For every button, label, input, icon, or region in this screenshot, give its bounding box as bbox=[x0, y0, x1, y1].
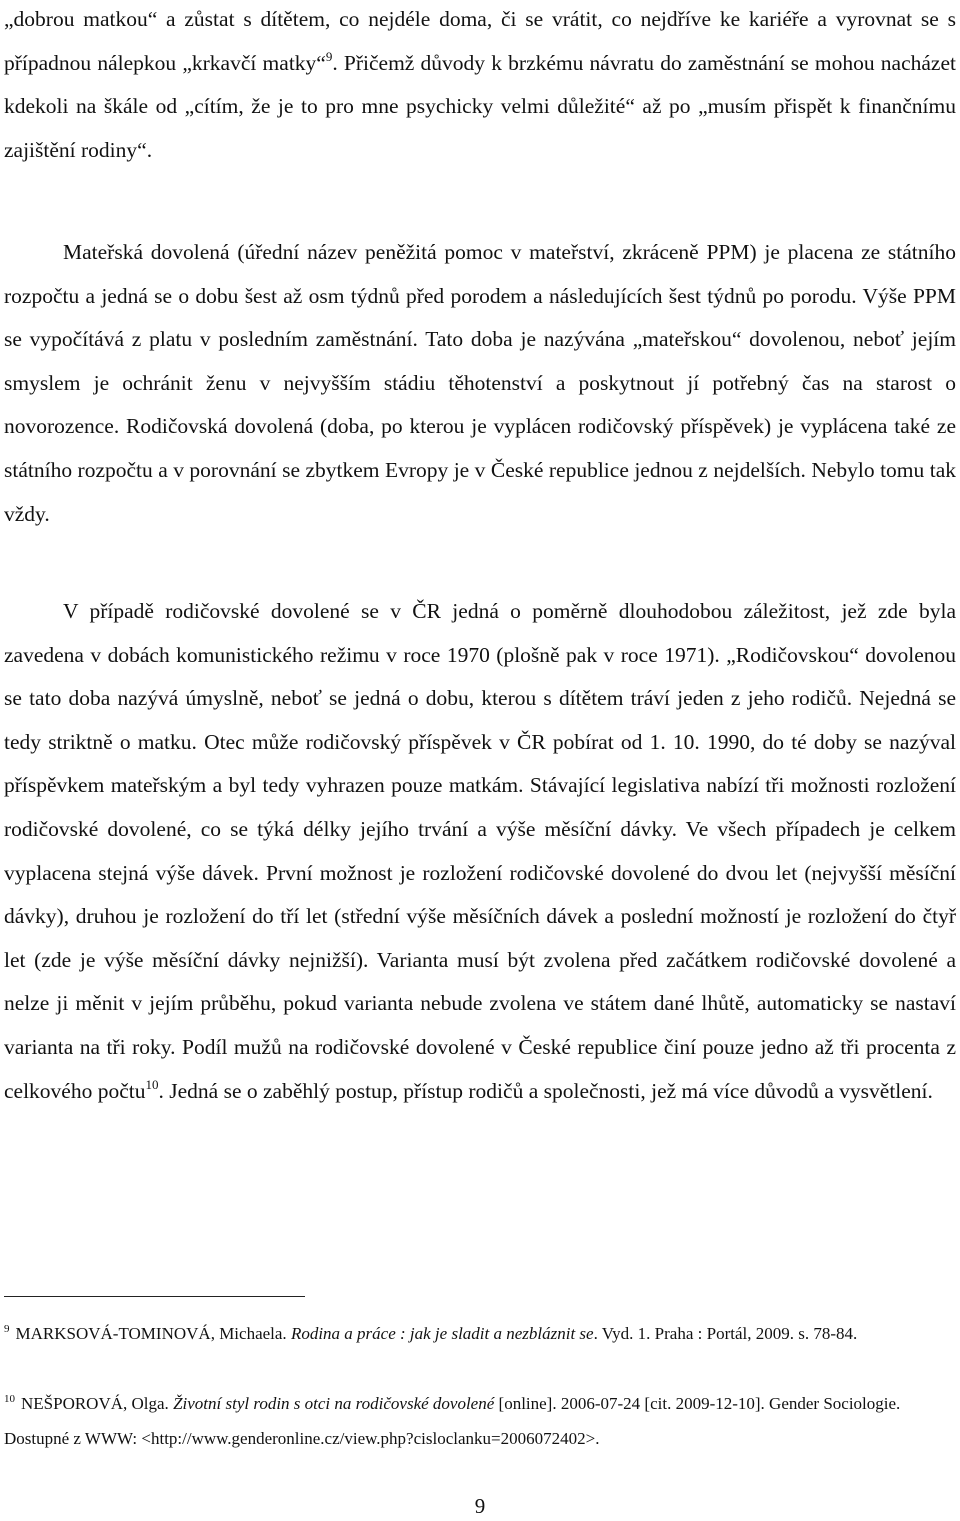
footnote-ref-10: 10 bbox=[145, 1076, 159, 1092]
paragraph-1-text-a: „dobrou matkou“ a zůstat s dítětem, co nejdéle doma, či se vrátit, co nejdříve ke kariéře a vyrovnat se s případnou nálepkou „krkavčí matky“ bbox=[4, 7, 956, 75]
paragraph-3-text-a: V případě rodičovské dovolené se v ČR jedná o poměrně dlouhodobou záležitost, jež zde byla zavedena v dobách komunistického režimu v roce 1970 (plošně pak v roce 1971). „Rodičovskou“ dovolenou se tato doba nazývá úmyslně, neboť se jedná o dobu, kterou s dítětem tráví jeden z jeho rodičů. Nejedná se tedy striktně o matku. Otec může rodičovský příspěvek v ČR pobírat od 1. 10. 1990, do té doby se nazýval příspěvkem mateřským a byl tedy vyhrazen pouze matkám. Stávající legislativa nabízí tři možnosti rozložení rodičovské dovolené, co se týká délky jejího trvání a výše měsíční dávky. Ve všech případech je celkem vyplacena stejná výše dávek. První možnost je rozložení rodičovské dovolené do dvou let (nejvyšší měsíční dávky), druhou je rozložení do tří let (střední výše měsíčních dávek a poslední možností je rozložení do čtyř let (zde je výše měsíční dávky nejnižší). Varianta musí být zvolena před začátkem rodičovské dovolené a nelze ji měnit v jejím průběhu, pokud varianta nebude zvolena ve státem dané lhůtě, automaticky se nastaví varianta na tři roky. Podíl mužů na rodičovské dovolené v České republice činí pouze jedno až tři procenta z celkového počtu bbox=[4, 599, 956, 1103]
paragraph-3-text-b: . Jedná se o zaběhlý postup, přístup rodičů a společnosti, jež má více důvodů a vysvětlení. bbox=[158, 1078, 933, 1103]
footnote-9-author: MARKSOVÁ-TOMINOVÁ, Michaela. bbox=[15, 1324, 287, 1343]
footnote-9-number: 9 bbox=[4, 1323, 10, 1335]
footnote-10-title: Životní styl rodin s otci na rodičovské dovolené bbox=[173, 1394, 495, 1413]
page-number: 9 bbox=[474, 1494, 486, 1518]
footnote-10-author: NEŠPOROVÁ, Olga. bbox=[21, 1394, 169, 1413]
footnote-10-rest: [online]. 2006-07-24 [cit. 2009-12-10]. Gender Sociologie. Dostupné z WWW: <http://www.genderonline.cz/view.php?cisloclanku=2006072402>. bbox=[4, 1394, 901, 1448]
footnote-10-number: 10 bbox=[4, 1393, 15, 1405]
footnote-9-title: Rodina a práce : jak je sladit a nezbláznit se bbox=[290, 1324, 594, 1343]
footnote-ref-9: 9 bbox=[325, 48, 333, 64]
footnote-9 bbox=[4, 1316, 956, 1351]
footnote-9-rest: . Vyd. 1. Praha : Portál, 2009. s. 78-84. bbox=[593, 1324, 858, 1343]
paragraph-2: Mateřská dovolená (úřední název peněžitá pomoc v mateřství, zkráceně PPM) je placena ze státního rozpočtu a jedná se o dobu šest až osm týdnů před porodem a následujících šest týdnů po porodu. Výše PPM se vypočítává z platu v posledním zaměstnání. Tato doba je nazývána „mateřskou“ dovolenou, neboť jejím smyslem je ochránit ženu v nejvyšším stádiu těhotenství a poskytnout jí potřebný čas na starost o novorozence. Rodičovská dovolená (doba, po kterou je vyplácen rodičovský příspěvek) je vyplácena také ze státního rozpočtu a v porovnání se zbytkem Evropy je v České republice jednou z nejdelších. Nebylo tomu tak vždy. bbox=[4, 240, 956, 526]
footnote-10 bbox=[4, 1386, 956, 1456]
footnote-separator bbox=[4, 1296, 305, 1297]
paragraph-1 bbox=[4, 0, 956, 172]
paragraph-1-text-b: . Přičemž důvody k brzkému návratu do zaměstnání se mohou nacházet kdekoli na škále od „cítím, že je to pro mne psychicky velmi důležité“ až po „musím přispět k finančnímu zajištění rodiny“. bbox=[4, 50, 956, 162]
paragraph-3 bbox=[4, 590, 956, 1113]
